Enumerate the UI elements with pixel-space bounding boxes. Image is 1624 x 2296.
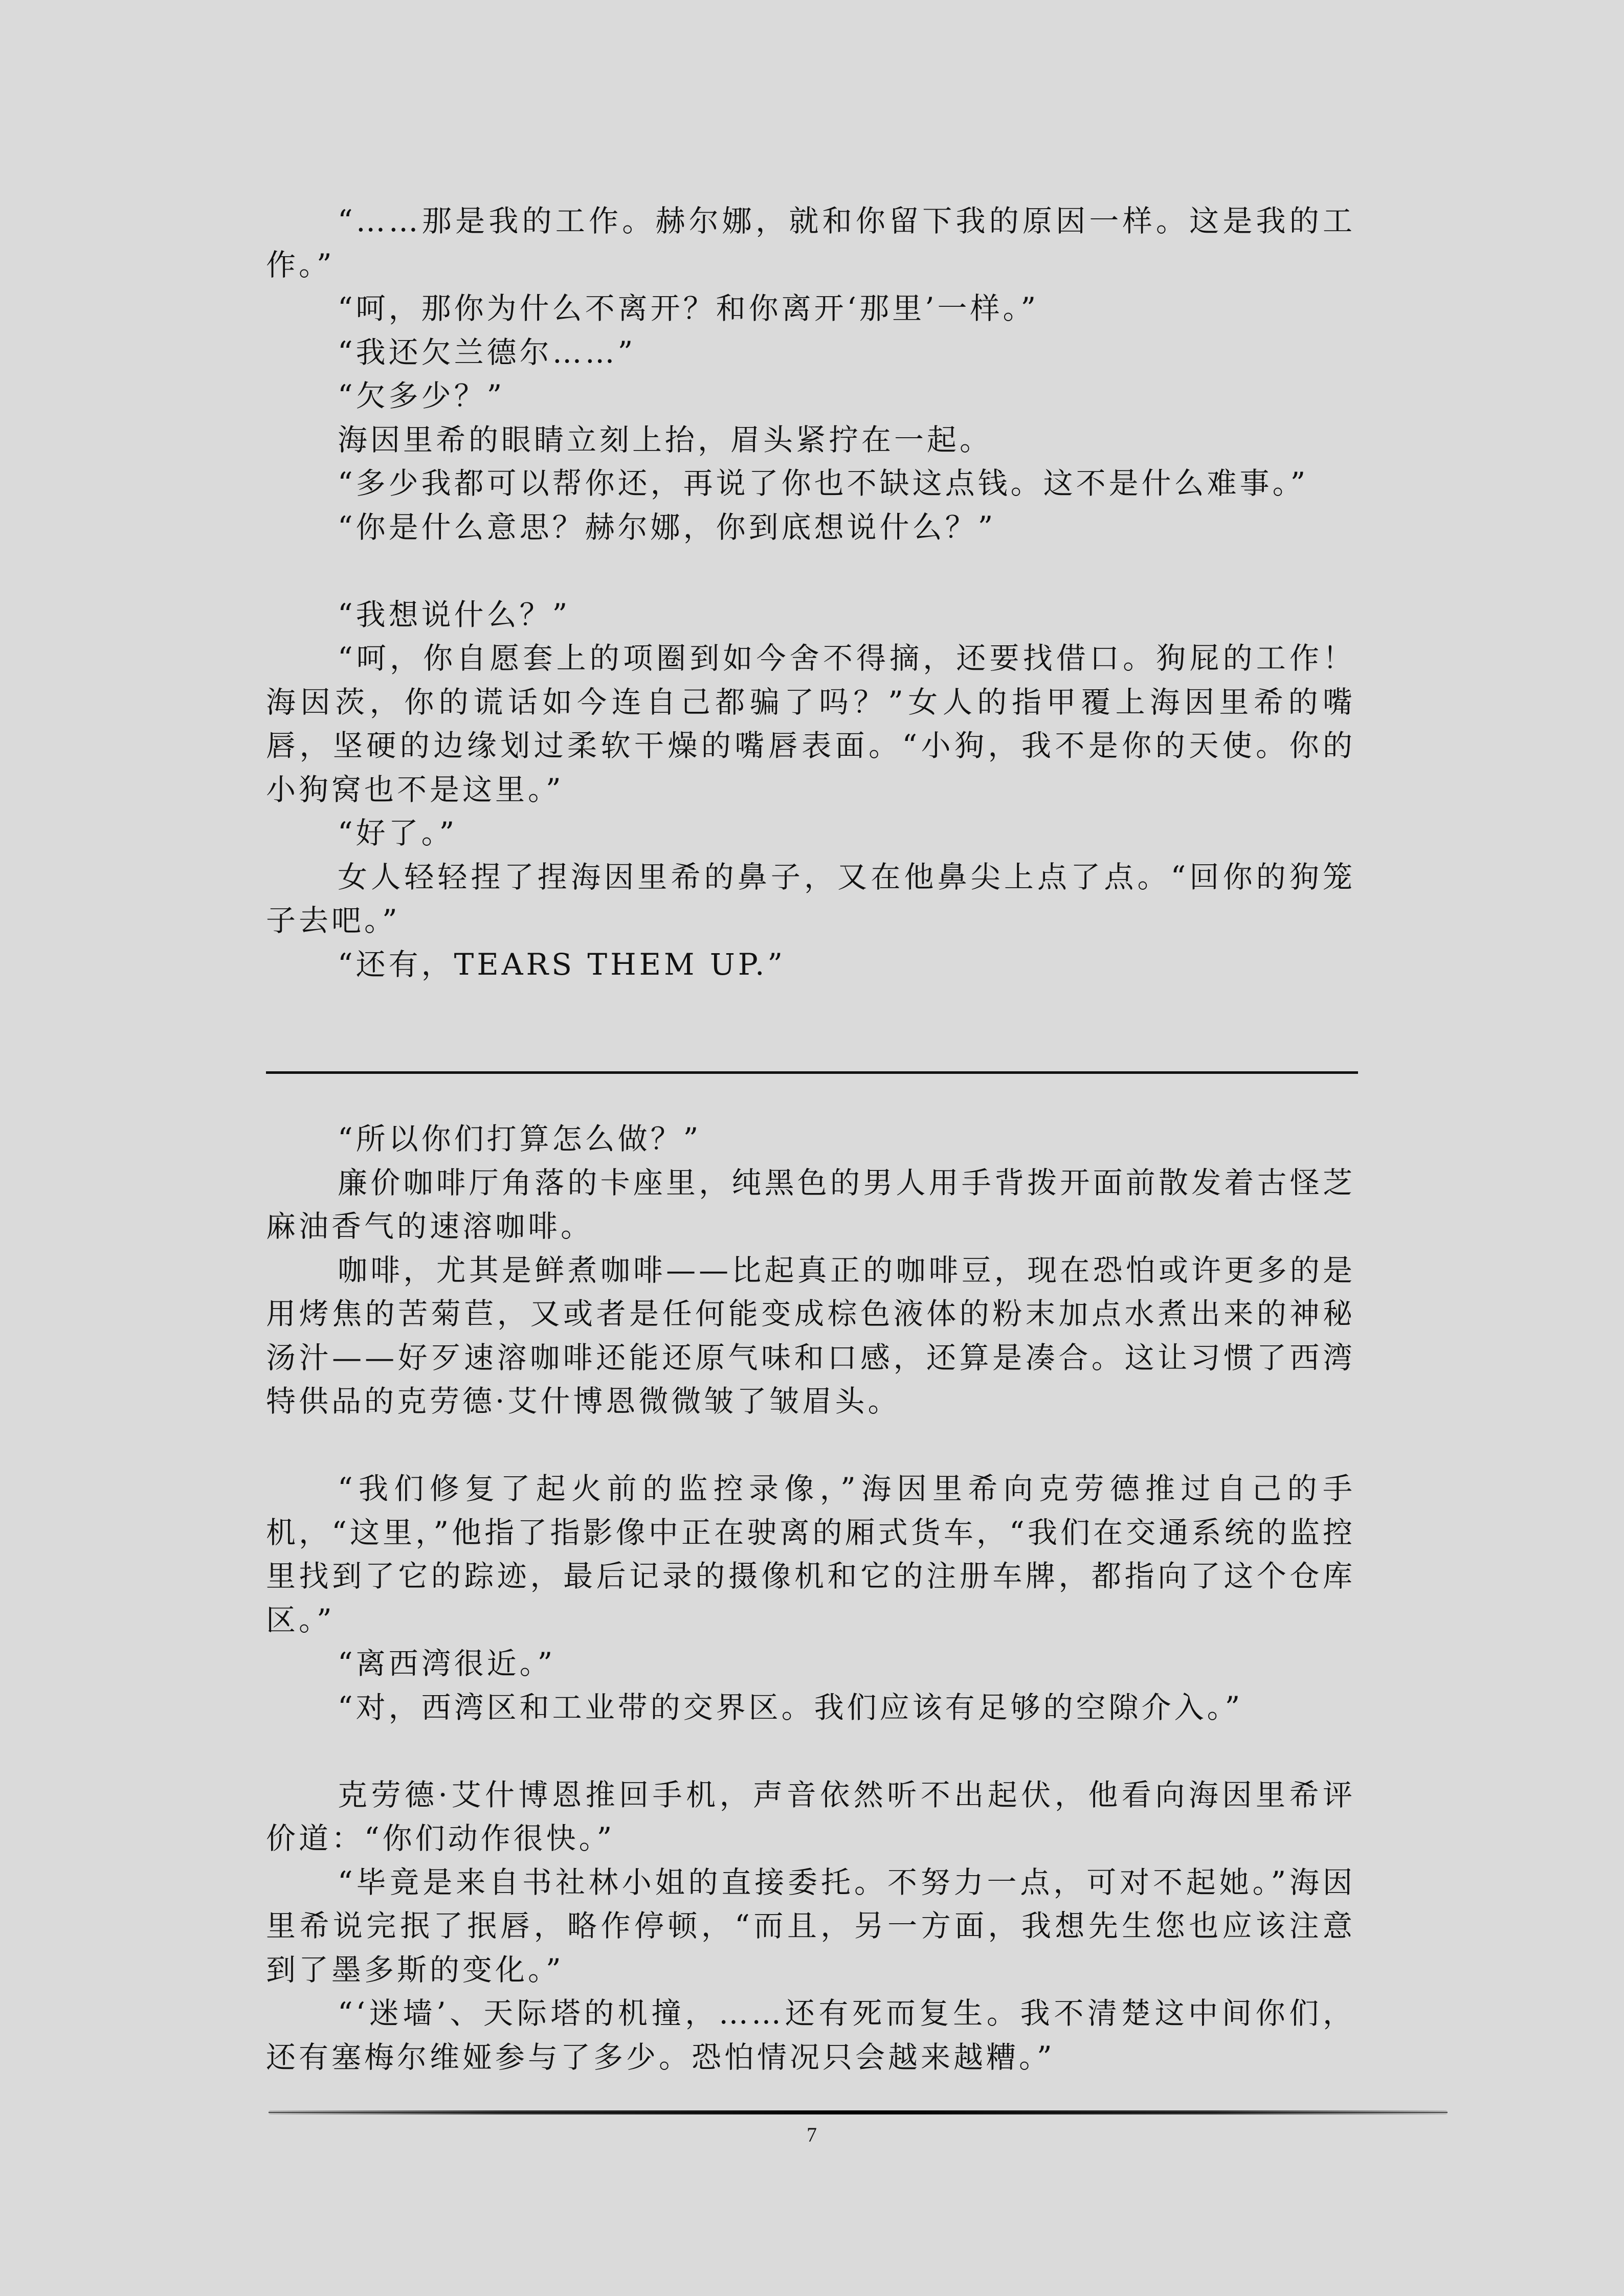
paragraph: “我还欠兰德尔……” [338, 334, 636, 370]
section-divider [266, 1071, 1358, 1074]
section-one-text [266, 199, 1355, 986]
paragraph: 女人轻轻捏了捏海因里希的鼻子，又在他鼻尖上点了点。“回你的狗笼子去吧。” [266, 859, 1355, 938]
paragraph: 克劳德·艾什博恩推回手机，声音依然听不出起伏，他看向海因里希评价道：“你们动作很快。” [266, 1777, 1355, 1856]
section-two-text [266, 1117, 1355, 2079]
paragraph: “离西湾很近。” [338, 1646, 556, 1681]
paragraph: “呵，那你为什么不离开？和你离开‘那里’一样。” [338, 291, 1039, 326]
paragraph: “‘迷墙’、天际塔的机撞，……还有死而复生。我不清楚这中间你们，还有塞梅尔维娅参与了多少。恐怕情况只会越来越糟。” [266, 1996, 1355, 2075]
footer-rule-swash [269, 2110, 1448, 2114]
paragraph: “我想说什么？” [338, 597, 571, 632]
paragraph: “呵，你自愿套上的项圈到如今舍不得摘，还要找借口。狗屁的工作！海因茨，你的谎话如今连自己都骗了吗？”女人的指甲覆上海因里希的嘴唇，坚硬的边缘划过柔软干燥的嘴唇表面。“小狗，我不是你的天使。你的小狗窝也不是这里。” [266, 641, 1355, 807]
paragraph: “你是什么意思？赫尔娜，你到底想说什么？” [338, 509, 996, 545]
paragraph: “好了。” [338, 816, 458, 850]
paragraph: “多少我都可以帮你还，再说了你也不缺这点钱。这不是什么难事。” [338, 466, 1309, 501]
paragraph: 廉价咖啡厅角落的卡座里，纯黑色的男人用手背拨开面前散发着古怪芝麻油香气的速溶咖啡。 [266, 1165, 1355, 1244]
paragraph-gap [266, 1729, 1355, 1773]
paragraph-gap [266, 1424, 1355, 1468]
paragraph-gap [266, 549, 1355, 593]
paragraph: 海因里希的眼睛立刻上抬，眉头紧拧在一起。 [338, 422, 993, 457]
paragraph: “对，西湾区和工业带的交界区。我们应该有足够的空隙介入。” [338, 1690, 1243, 1725]
paragraph: “所以你们打算怎么做？” [338, 1121, 702, 1156]
paragraph: “我们修复了起火前的监控录像，”海因里希向克劳德推过自己的手机，“这里，”他指了指影像中正在驶离的厢式货车，“我们在交通系统的监控里找到了它的踪迹，最后记录的摄像机和它的注册车牌，都指向了这个仓库区。” [266, 1471, 1355, 1637]
paragraph: “还有，TEARS THEM UP.” [338, 947, 786, 982]
paragraph: 咖啡，尤其是鲜煮咖啡——比起真正的咖啡豆，现在恐怕或许更多的是用烤焦的苦菊苣，又或者是任何能变成棕色液体的粉末加点水煮出来的神秘汤汁——好歹速溶咖啡还能还原气味和口感，还算是凑合。这让习惯了西湾特供品的克劳德·艾什博恩微微皱了皱眉头。 [266, 1252, 1355, 1419]
paragraph: “……那是我的工作。赫尔娜，就和你留下我的原因一样。这是我的工作。” [266, 204, 1355, 282]
paragraph: “欠多少？” [338, 378, 505, 413]
page-number: 7 [807, 2123, 817, 2146]
paragraph: “毕竟是来自书社林小姐的直接委托。不努力一点，可对不起她。”海因里希说完抿了抿唇，略作停顿，“而且，另一方面，我想先生您也应该注意到了墨多斯的变化。” [266, 1864, 1355, 1987]
